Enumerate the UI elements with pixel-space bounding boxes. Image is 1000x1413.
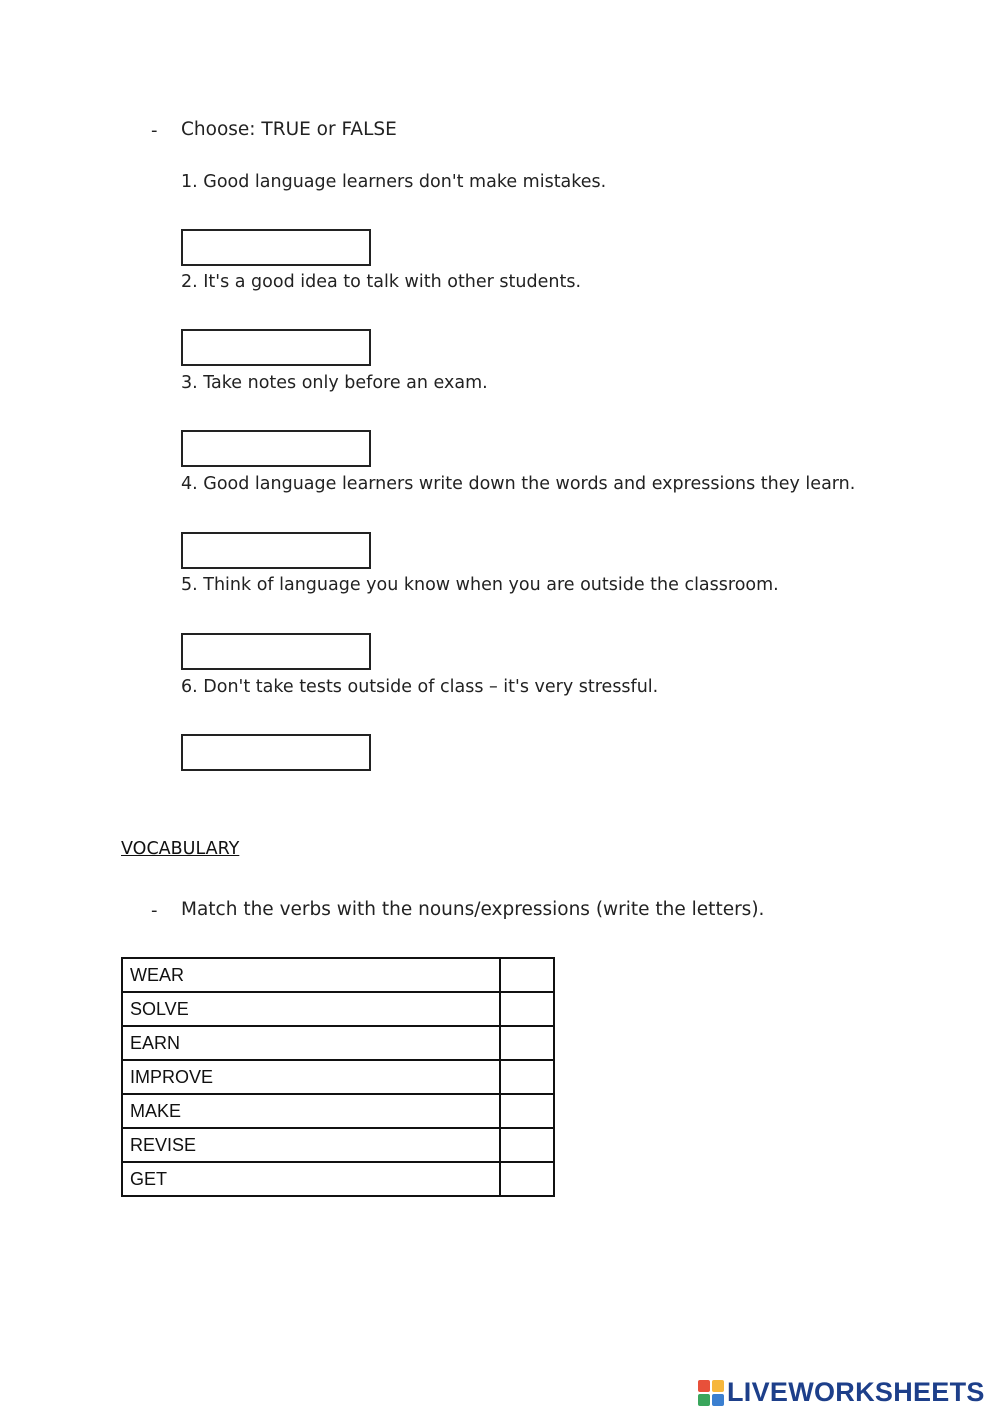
question-2: 2. It's a good idea to talk with other students.: [181, 272, 582, 292]
match-answer-cell[interactable]: [500, 1060, 554, 1094]
verb-cell: SOLVE: [122, 992, 500, 1026]
vocabulary-instruction: Match the verbs with the nouns/expressions (write the letters).: [181, 899, 765, 920]
match-answer-cell[interactable]: [500, 1128, 554, 1162]
answer-input-3[interactable]: [181, 430, 371, 467]
answer-input-6[interactable]: [181, 734, 371, 771]
verb-cell: GET: [122, 1162, 500, 1196]
match-answer-cell[interactable]: [500, 1026, 554, 1060]
table-row: [122, 992, 554, 1026]
true-false-instruction: Choose: TRUE or FALSE: [181, 119, 397, 140]
table-row: [122, 958, 554, 992]
table-row: [122, 1094, 554, 1128]
table-row: [122, 1026, 554, 1060]
question-5: 5. Think of language you know when you are outside the classroom.: [181, 575, 779, 595]
verb-cell: REVISE: [122, 1128, 500, 1162]
verb-match-table: [121, 957, 555, 1197]
verb-cell: WEAR: [122, 958, 500, 992]
table-row: [122, 1128, 554, 1162]
verb-cell: IMPROVE: [122, 1060, 500, 1094]
match-answer-cell[interactable]: [500, 992, 554, 1026]
match-answer-cell[interactable]: [500, 958, 554, 992]
brand-name: LIVEWORKSHEETS: [727, 1377, 985, 1407]
verb-cell: MAKE: [122, 1094, 500, 1128]
question-1: 1. Good language learners don't make mistakes.: [181, 172, 607, 192]
vocabulary-bullet: -: [151, 900, 158, 921]
question-4: 4. Good language learners write down the words and expressions they learn.: [181, 474, 856, 494]
vocabulary-heading: VOCABULARY: [121, 839, 240, 859]
match-answer-cell[interactable]: [500, 1162, 554, 1196]
match-answer-cell[interactable]: [500, 1094, 554, 1128]
answer-input-4[interactable]: [181, 532, 371, 569]
verb-cell: EARN: [122, 1026, 500, 1060]
instruction-bullet: -: [151, 120, 158, 141]
answer-input-2[interactable]: [181, 329, 371, 366]
liveworksheets-logo-icon: [698, 1380, 724, 1406]
liveworksheets-logo[interactable]: [698, 1377, 985, 1408]
question-3: 3. Take notes only before an exam.: [181, 373, 488, 393]
answer-input-1[interactable]: [181, 229, 371, 266]
table-row: [122, 1162, 554, 1196]
table-row: [122, 1060, 554, 1094]
answer-input-5[interactable]: [181, 633, 371, 670]
question-6: 6. Don't take tests outside of class – it's very stressful.: [181, 677, 659, 697]
